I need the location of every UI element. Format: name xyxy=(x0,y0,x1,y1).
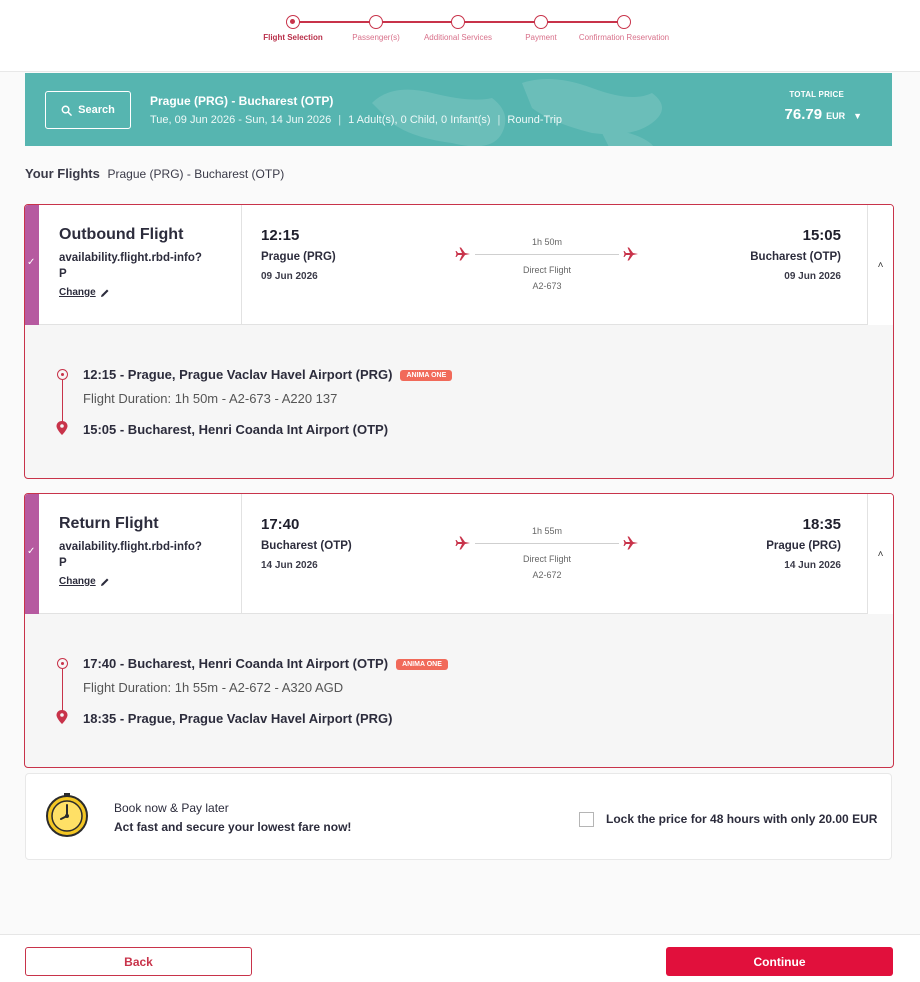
continue-button[interactable] xyxy=(666,947,893,976)
lock-price-label[interactable]: Lock the price for 48 hours with only 20.00 EUR xyxy=(606,812,878,826)
collapse-toggle[interactable] xyxy=(867,494,893,614)
passenger-count: 1 Adult(s), 0 Child, 0 Infant(s) xyxy=(348,114,491,126)
step-dot xyxy=(369,15,383,29)
step-label: Passenger(s) xyxy=(352,33,400,42)
plane-icon xyxy=(623,246,639,262)
fare-class: availability.flight.rbd-info? P xyxy=(59,252,202,280)
segment-arrival: 15:05 - Bucharest, Henri Coanda Int Airport (OTP) xyxy=(83,422,389,437)
step-label: Flight Selection xyxy=(263,33,323,42)
selected-strip xyxy=(25,205,39,325)
fare-class: availability.flight.rbd-info? P xyxy=(59,541,202,569)
plane-icon xyxy=(623,535,639,551)
continue-button-label: Continue xyxy=(753,954,806,969)
caret-down-icon: ▼ xyxy=(853,111,862,121)
segment-duration: Flight Duration: 1h 50m - A2-673 - A220 137 xyxy=(83,391,338,406)
total-price-value: 76.79 xyxy=(784,106,823,123)
your-flights-route: Prague (PRG) - Bucharest (OTP) xyxy=(107,167,285,181)
trip-type: Round-Trip xyxy=(507,114,563,126)
step-label: Payment xyxy=(525,33,557,42)
pay-later-title: Book now & Pay later xyxy=(114,801,229,815)
location-pin-icon xyxy=(56,710,68,724)
segment-departure-text: 17:40 - Bucharest, Henri Coanda Int Airport (OTP) xyxy=(83,656,389,671)
flight-number: A2-673 xyxy=(532,281,562,291)
flight-card-header[interactable] xyxy=(25,205,893,325)
lock-price-checkbox[interactable] xyxy=(579,812,594,827)
departure-date: 09 Jun 2026 xyxy=(261,271,318,282)
bottom-action-bar xyxy=(0,934,920,982)
search-button-label: Search xyxy=(78,104,115,116)
flight-info xyxy=(39,205,242,325)
stopwatch-icon xyxy=(44,792,90,838)
segment-departure xyxy=(83,367,452,382)
change-flight-link[interactable] xyxy=(59,287,110,298)
flight-number: A2-672 xyxy=(532,570,562,580)
step-label: Confirmation Reservation xyxy=(578,33,670,42)
segment-arrival: 18:35 - Prague, Prague Vaclav Havel Airport (PRG) xyxy=(83,711,393,726)
direct-flight-label: Direct Flight xyxy=(522,554,571,564)
arrival-time: 18:35 xyxy=(802,516,841,533)
total-price[interactable] xyxy=(785,106,862,123)
departure-time: 17:40 xyxy=(261,516,300,533)
chevron-up-icon: ˄ xyxy=(877,259,884,271)
flight-duration: 1h 55m xyxy=(531,526,563,536)
step-label: Additional Services xyxy=(423,33,493,42)
segment-departure-text: 12:15 - Prague, Prague Vaclav Havel Airport (PRG) xyxy=(83,367,393,382)
collapse-toggle[interactable] xyxy=(867,205,893,325)
departure-time: 12:15 xyxy=(261,227,300,244)
step-confirmation[interactable] xyxy=(564,15,684,42)
selected-strip xyxy=(25,494,39,614)
your-flights-label: Your Flights xyxy=(25,166,100,181)
location-pin-icon xyxy=(56,421,68,435)
check-icon: ✓ xyxy=(27,546,36,557)
route-connector xyxy=(455,526,639,586)
step-dot xyxy=(534,15,548,29)
pay-later-panel xyxy=(25,773,892,860)
route-details: Tue, 09 Jun 2026 - Sun, 14 Jun 2026 | 1 Adult(s), 0 Child, 0 Infant(s) | Round-Trip xyxy=(150,114,563,126)
check-icon: ✓ xyxy=(27,257,36,268)
plane-icon xyxy=(455,535,471,551)
travel-dates: Tue, 09 Jun 2026 - Sun, 14 Jun 2026 xyxy=(150,114,332,126)
pencil-icon xyxy=(100,288,110,298)
step-dot xyxy=(617,15,631,29)
pencil-icon xyxy=(100,577,110,587)
segment-departure xyxy=(83,656,448,671)
departure-city: Prague (PRG) xyxy=(261,251,336,263)
timeline-line xyxy=(62,669,63,712)
world-map-decoration xyxy=(352,73,692,146)
flight-title: Outbound Flight xyxy=(59,226,184,243)
back-button-label: Back xyxy=(124,954,153,969)
return-flight-card xyxy=(24,493,894,768)
total-price-label: TOTAL PRICE xyxy=(789,90,844,99)
direct-flight-label: Direct Flight xyxy=(522,265,571,275)
fare-badge: ANIMA ONE xyxy=(400,370,452,381)
arrival-date: 14 Jun 2026 xyxy=(784,560,841,571)
segment-duration: Flight Duration: 1h 55m - A2-672 - A320 AGD xyxy=(83,680,344,695)
route-line xyxy=(475,254,619,255)
flight-title: Return Flight xyxy=(59,515,159,532)
currency: EUR xyxy=(826,111,846,121)
departure-city: Bucharest (OTP) xyxy=(261,540,352,552)
arrival-date: 09 Jun 2026 xyxy=(784,271,841,282)
change-label: Change xyxy=(59,287,96,298)
origin-marker-icon xyxy=(57,369,68,380)
route-connector xyxy=(455,237,639,297)
flight-card-header[interactable] xyxy=(25,494,893,614)
search-button[interactable] xyxy=(45,91,131,129)
route-title: Prague (PRG) - Bucharest (OTP) xyxy=(150,94,334,108)
route-line xyxy=(475,543,619,544)
step-dot xyxy=(451,15,465,29)
arrival-time: 15:05 xyxy=(802,227,841,244)
flight-info xyxy=(39,494,242,614)
departure-date: 14 Jun 2026 xyxy=(261,560,318,571)
pay-later-subtitle: Act fast and secure your lowest fare now! xyxy=(114,820,352,834)
change-label: Change xyxy=(59,576,96,587)
arrival-city: Prague (PRG) xyxy=(766,540,841,552)
fare-badge: ANIMA ONE xyxy=(396,659,448,670)
search-summary-banner xyxy=(25,73,892,146)
plane-icon xyxy=(455,246,471,262)
flight-duration: 1h 50m xyxy=(531,237,563,247)
arrival-city: Bucharest (OTP) xyxy=(750,251,841,263)
change-flight-link[interactable] xyxy=(59,576,110,587)
origin-marker-icon xyxy=(57,658,68,669)
progress-stepper xyxy=(0,0,920,72)
search-icon xyxy=(61,105,72,116)
back-button[interactable] xyxy=(25,947,252,976)
chevron-up-icon: ˄ xyxy=(877,548,884,560)
step-dot xyxy=(286,15,300,29)
timeline-line xyxy=(62,380,63,423)
outbound-flight-card xyxy=(24,204,894,479)
your-flights-heading xyxy=(25,166,284,181)
